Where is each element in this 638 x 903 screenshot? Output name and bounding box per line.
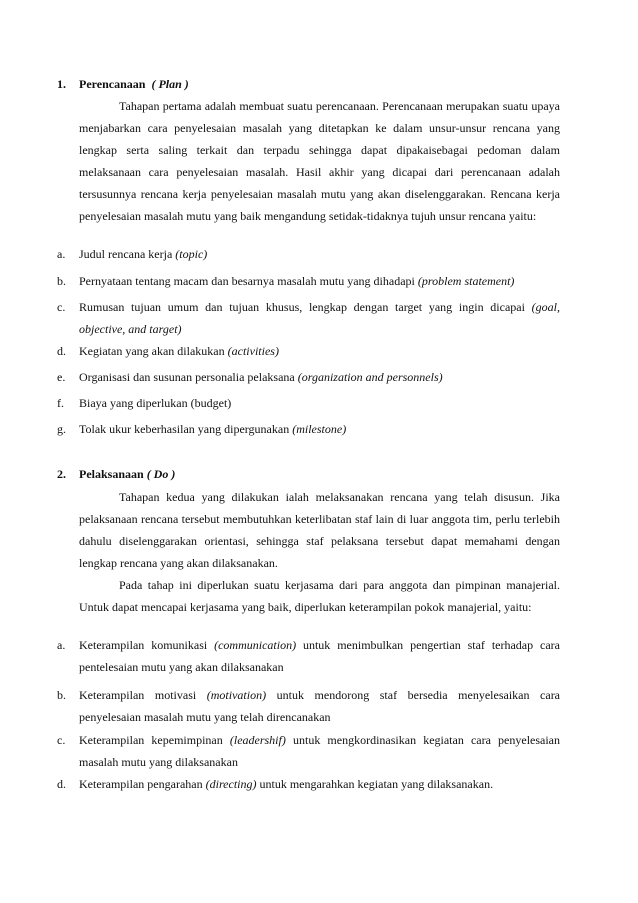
list-item-term: (leadershif) <box>229 733 286 747</box>
list-item-text: Keterampilan motivasi <box>79 688 197 702</box>
list-item-label: a. <box>57 247 66 261</box>
list-item-text: Rumusan tujuan umum dan tujuan khusus, lengkap dengan target yang ingin dicapai <box>79 300 525 314</box>
list-item-text: Organisasi dan susunan personalia pelaksana <box>79 370 295 384</box>
list-item-term: (activities) <box>227 344 279 358</box>
list-item-label: c. <box>57 300 66 314</box>
list-item <box>57 392 560 414</box>
list-item-label: c. <box>57 733 66 747</box>
section-title: Pelaksanaan <box>79 467 144 481</box>
list-item-text: Keterampilan kepemimpinan <box>79 733 223 747</box>
list-item <box>57 634 560 678</box>
section-number: 2. <box>57 467 66 481</box>
list-item-term: (problem statement) <box>417 274 515 288</box>
section-2-paragraph-2: Pada tahap ini diperlukan suatu kerjasama dari para anggota dan pimpinan manajerial. Untuk dapat mencapai kerjasama yang baik, diperlukan keterampilan pokok manajerial, yaitu: <box>79 578 560 614</box>
list-item-text: Judul rencana kerja <box>79 247 173 261</box>
list-item-text-rest: untuk mengarahkan kegiatan yang dilaksanakan. <box>259 777 494 791</box>
list-item <box>57 366 560 388</box>
list-item-text-rest: untuk mengkordinasikan kegiatan cara penyelesaian masalah mutu yang dilaksanakan <box>79 733 561 769</box>
list-item-label: d. <box>57 344 66 358</box>
list-item-label: e. <box>57 370 66 384</box>
section-number: 1. <box>57 77 66 91</box>
list-item-label: f. <box>57 396 64 410</box>
list-item <box>57 418 560 440</box>
section-title-term: ( Plan ) <box>151 77 189 91</box>
section-title: Perencanaan <box>79 77 146 91</box>
list-item-label: a. <box>57 638 66 652</box>
list-item <box>57 684 560 728</box>
list-item-term: (organization and personnels) <box>297 370 443 384</box>
list-item-term: (milestone) <box>292 422 347 436</box>
section-2-paragraph-1: Tahapan kedua yang dilakukan ialah melaksanakan rencana yang telah disusun. Jika pelaksanaan rencana tersebut membutuhkan keterlibatan staf lain di luar anggota tim, perlu terlebih dahulu diselenggarakan orientasi, sehingga staf pelaksana tersebut dapat memahami dengan lengkap rencana yang akan dilaksanakan. <box>79 490 560 570</box>
list-item-term: (communication) <box>214 638 297 652</box>
list-item-label: g. <box>57 422 66 436</box>
list-item-term: (directing) <box>205 777 257 791</box>
list-item-label: b. <box>57 688 66 702</box>
list-item-text: Keterampilan komunikasi <box>79 638 208 652</box>
list-item-text: Keterampilan pengarahan <box>79 777 203 791</box>
section-1-heading <box>57 73 189 95</box>
list-item <box>57 773 560 795</box>
section-1-paragraph: Tahapan pertama adalah membuat suatu perencanaan. Perencanaan merupakan suatu upaya menjabarkan cara penyelesaian masalah yang ditetapkan ke dalam unsur-unsur rencana yang lengkap serta saling terkait dan terpadu sehingga dapat dipakaisebagai pedoman dalam melaksanaan cara penyelesaian masalah. Hasil akhir yang dicapai dari perencanaan adalah tersusunnya rencana kerja penyelesaian masalah mutu yang akan diselenggarakan. Rencana kerja penyelesaian masalah mutu yang baik mengandung setidak-tidaknya tujuh unsur rencana yaitu: <box>79 99 560 223</box>
list-item-text: Pernyataan tentang macam dan besarnya masalah mutu yang dihadapi <box>79 274 415 288</box>
list-item-term: (goal, objective, and target) <box>79 300 560 336</box>
list-item-text-rest: untuk mendorong staf bersedia menyelesaikan cara penyelesaian masalah mutu yang telah direncanakan <box>79 688 561 724</box>
list-item-label: b. <box>57 274 66 288</box>
list-item <box>57 340 560 362</box>
list-item-text: Biaya yang diperlukan (budget) <box>79 396 232 410</box>
list-item <box>57 243 560 265</box>
section-2-heading <box>57 463 175 485</box>
list-item <box>57 296 560 340</box>
list-item-text-rest: untuk menimbulkan pengertian staf terhadap cara pentelesaian mutu yang akan dilaksanakan <box>79 638 560 674</box>
list-item <box>57 270 560 292</box>
list-item <box>57 729 560 773</box>
section-title-term: ( Do ) <box>146 467 176 481</box>
list-item-text: Tolak ukur keberhasilan yang dipergunakan <box>79 422 290 436</box>
list-item-text: Kegiatan yang akan dilakukan <box>79 344 225 358</box>
list-item-label: d. <box>57 777 66 791</box>
list-item-term: (topic) <box>175 247 208 261</box>
list-item-term: (motivation) <box>206 688 267 702</box>
